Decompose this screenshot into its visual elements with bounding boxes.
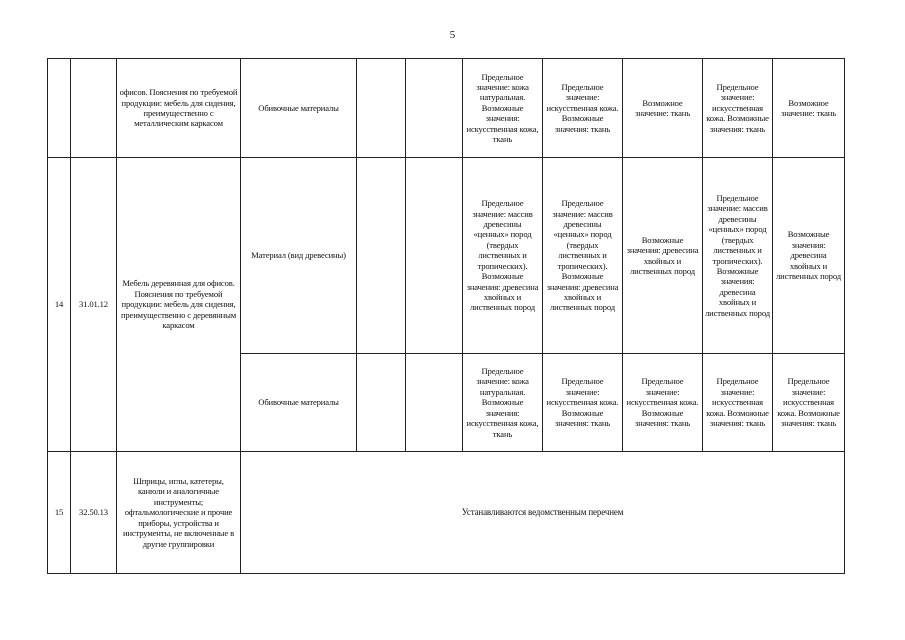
unit-code-cell xyxy=(357,158,406,354)
product-name: Мебель деревянная для офисов. Пояснения по требуемой продукции: мебель для сидения, преимущественно с деревянным каркасом xyxy=(117,158,241,452)
value-cell-2: Предельное значение: массив древесины «ценных» пород (твердых лиственных и тропических). Возможные значения: древесина хвойных и лиственных пород xyxy=(543,158,623,354)
table-row xyxy=(48,158,845,354)
value-cell-3: Возможные значения: древесина хвойных и лиственных пород xyxy=(623,158,703,354)
value-cell-1: Предельное значение: кожа натуральная. Возможные значения: искусственная кожа, ткань xyxy=(463,354,543,452)
row-number: 14 xyxy=(48,158,71,452)
okpd-code: 31.01.12 xyxy=(71,158,117,452)
characteristics-table xyxy=(47,58,845,574)
value-cell-3: Возможное значение: ткань xyxy=(623,59,703,158)
unit-name-cell xyxy=(406,158,463,354)
value-cell-1: Предельное значение: массив древесины «ценных» пород (твердых лиственных и тропических). Возможные значения: древесина хвойных и лиственных пород xyxy=(463,158,543,354)
table-row xyxy=(48,452,845,574)
unit-code-cell xyxy=(357,354,406,452)
value-cell-4: Предельное значение: массив древесины «ценных» пород (твердых лиственных и тропических). Возможные значения: древесина хвойных и лиственных пород xyxy=(703,158,773,354)
product-name: Шприцы, иглы, катетеры, канюли и аналогичные инструменты; офтальмологические и прочие приборы, устройства и инструменты, не включенные в другие группировки xyxy=(117,452,241,574)
characteristic-name: Обивочные материалы xyxy=(241,354,357,452)
unit-code-cell xyxy=(357,59,406,158)
value-cell-4: Предельное значение: искусственная кожа. Возможные значения: ткань xyxy=(703,354,773,452)
unit-name-cell xyxy=(406,59,463,158)
okpd-code xyxy=(71,59,117,158)
value-cell-2: Предельное значение: искусственная кожа. Возможные значения: ткань xyxy=(543,354,623,452)
characteristic-name: Обивочные материалы xyxy=(241,59,357,158)
value-cell-5: Возможные значения: древесина хвойных и лиственных пород xyxy=(773,158,845,354)
row-number xyxy=(48,59,71,158)
page-number: 5 xyxy=(449,29,456,41)
value-cell-5: Возможное значение: ткань xyxy=(773,59,845,158)
row-number: 15 xyxy=(48,452,71,574)
product-name: офисов. Пояснения по требуемой продукции: мебель для сидения, преимущественно с металлическим каркасом xyxy=(117,59,241,158)
characteristic-name: Материал (вид древесины) xyxy=(241,158,357,354)
okpd-code: 32.50.13 xyxy=(71,452,117,574)
value-cell-4: Предельное значение: искусственная кожа. Возможные значения: ткань xyxy=(703,59,773,158)
value-cell-3: Предельное значение: искусственная кожа. Возможные значения: ткань xyxy=(623,354,703,452)
unit-name-cell xyxy=(406,354,463,452)
value-cell-2: Предельное значение: искусственная кожа. Возможные значения: ткань xyxy=(543,59,623,158)
table-row xyxy=(48,59,845,158)
value-cell-5: Предельное значение: искусственная кожа. Возможные значения: ткань xyxy=(773,354,845,452)
value-cell-1: Предельное значение: кожа натуральная. Возможные значения: искусственная кожа, ткань xyxy=(463,59,543,158)
merged-note: Устанавливаются ведомственным перечнем xyxy=(241,452,845,574)
